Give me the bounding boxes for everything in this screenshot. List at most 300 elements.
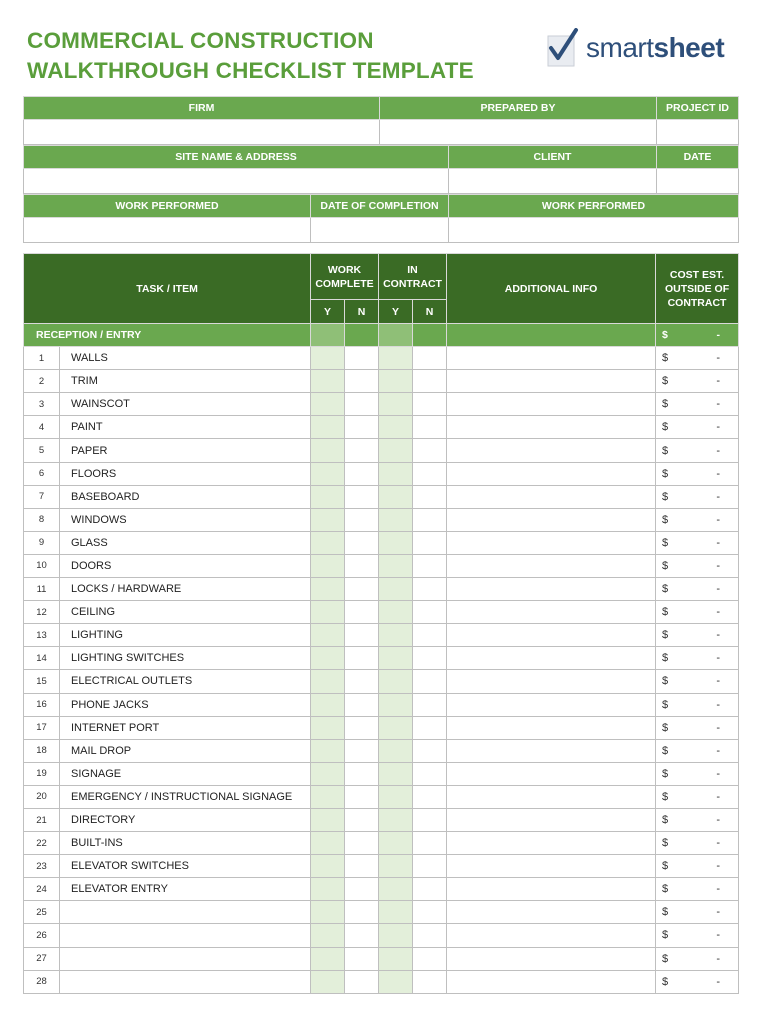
cost-value: -	[716, 606, 721, 619]
additional-info-cell[interactable]	[447, 970, 656, 993]
work-complete-no-cell[interactable]	[345, 855, 379, 878]
in-contract-yes-cell[interactable]	[379, 578, 413, 601]
additional-info-cell[interactable]	[447, 878, 656, 901]
row-number: 22	[24, 832, 60, 855]
checklist-row	[24, 855, 739, 878]
date-field[interactable]	[657, 169, 739, 194]
cost-value: -	[716, 744, 721, 757]
cost-estimate-cell[interactable]	[656, 578, 739, 601]
work-complete-yes-cell[interactable]	[311, 670, 345, 693]
in-contract-no-cell[interactable]	[413, 347, 447, 370]
in-contract-no-cell[interactable]	[413, 832, 447, 855]
in-contract-no-cell[interactable]	[413, 531, 447, 554]
additional-info-header: ADDITIONAL INFO	[447, 254, 656, 324]
cost-estimate-cell[interactable]	[656, 693, 739, 716]
currency-symbol: $	[662, 352, 669, 365]
task-item-cell[interactable]: LIGHTING SWITCHES	[60, 647, 311, 670]
additional-info-cell[interactable]	[447, 647, 656, 670]
task-item-cell[interactable]: LIGHTING	[60, 624, 311, 647]
work-complete-no-cell[interactable]	[345, 508, 379, 531]
task-item-cell[interactable]	[60, 924, 311, 947]
cost-estimate-cell[interactable]	[656, 485, 739, 508]
in-contract-no-cell[interactable]	[413, 693, 447, 716]
cost-value: -	[716, 398, 721, 411]
checklist-row	[24, 762, 739, 785]
cost-estimate-cell[interactable]	[656, 554, 739, 577]
currency-symbol: $	[662, 744, 669, 757]
in-contract-no-cell[interactable]	[413, 947, 447, 970]
row-number: 12	[24, 601, 60, 624]
work-complete-yes-cell[interactable]	[311, 393, 345, 416]
row-number: 8	[24, 508, 60, 531]
checklist-row	[24, 808, 739, 831]
task-item-cell[interactable]: INTERNET PORT	[60, 716, 311, 739]
currency-symbol: $	[662, 375, 669, 388]
work-complete-no-cell[interactable]	[345, 739, 379, 762]
row-number: 14	[24, 647, 60, 670]
in-contract-yes-cell[interactable]	[379, 416, 413, 439]
currency-symbol: $	[662, 629, 669, 642]
additional-info-cell[interactable]	[447, 485, 656, 508]
cost-estimate-cell[interactable]	[656, 901, 739, 924]
currency-symbol: $	[662, 467, 669, 480]
checklist-row	[24, 739, 739, 762]
in-contract-yes-cell[interactable]	[379, 624, 413, 647]
work-complete-yes-cell[interactable]	[311, 347, 345, 370]
checklist-row	[24, 531, 739, 554]
work-complete-yes-cell[interactable]	[311, 601, 345, 624]
additional-info-cell[interactable]	[447, 416, 656, 439]
work-complete-yes-cell[interactable]	[311, 832, 345, 855]
in-contract-no-cell[interactable]	[413, 901, 447, 924]
in-contract-no-cell[interactable]	[413, 878, 447, 901]
in-contract-no-cell[interactable]	[413, 855, 447, 878]
in-contract-yes-cell[interactable]	[379, 670, 413, 693]
task-item-cell[interactable]: DOORS	[60, 554, 311, 577]
work-complete-yes-cell[interactable]	[311, 808, 345, 831]
row-number: 3	[24, 393, 60, 416]
task-item-cell[interactable]: DIRECTORY	[60, 808, 311, 831]
task-item-cell[interactable]: CEILING	[60, 601, 311, 624]
checklist-row	[24, 554, 739, 577]
work-complete-yes-cell[interactable]	[311, 370, 345, 393]
work-complete-yes-cell[interactable]	[311, 647, 345, 670]
in-contract-yes-cell[interactable]	[379, 693, 413, 716]
cost-value: -	[716, 906, 721, 919]
in-contract-yes-cell[interactable]	[379, 785, 413, 808]
additional-info-cell[interactable]	[447, 716, 656, 739]
in-contract-no-cell[interactable]	[413, 785, 447, 808]
client-field[interactable]	[449, 169, 657, 194]
additional-info-cell[interactable]	[447, 601, 656, 624]
work-complete-no-cell[interactable]	[345, 808, 379, 831]
cost-value: -	[716, 583, 721, 596]
work-complete-no-cell[interactable]	[345, 970, 379, 993]
additional-info-cell[interactable]	[447, 924, 656, 947]
task-item-cell[interactable]: GLASS	[60, 531, 311, 554]
cost-estimate-cell[interactable]	[656, 670, 739, 693]
cost-estimate-cell[interactable]	[656, 762, 739, 785]
cost-estimate-cell[interactable]	[656, 439, 739, 462]
in-contract-yes-cell[interactable]	[379, 647, 413, 670]
task-item-cell[interactable]: PAPER	[60, 439, 311, 462]
work-complete-no-cell[interactable]	[345, 439, 379, 462]
in-contract-no-cell[interactable]	[413, 462, 447, 485]
row-number: 27	[24, 947, 60, 970]
additional-info-cell[interactable]	[447, 508, 656, 531]
cost-estimate-cell[interactable]	[656, 808, 739, 831]
row-number: 2	[24, 370, 60, 393]
checklist-row	[24, 578, 739, 601]
work-complete-no-header: N	[345, 300, 379, 324]
in-contract-no-cell[interactable]	[413, 647, 447, 670]
in-contract-yes-cell[interactable]	[379, 970, 413, 993]
site-field[interactable]	[24, 169, 449, 194]
prepared-by-field[interactable]	[380, 120, 657, 145]
title-line-1: COMMERCIAL CONSTRUCTION	[27, 28, 374, 53]
project-id-field[interactable]	[657, 120, 739, 145]
cost-value: -	[716, 559, 721, 572]
in-contract-no-cell[interactable]	[413, 739, 447, 762]
additional-info-cell[interactable]	[447, 670, 656, 693]
work-complete-yes-cell[interactable]	[311, 762, 345, 785]
date-of-completion-header: DATE OF COMPLETION	[311, 195, 449, 218]
checklist-row	[24, 370, 739, 393]
work-complete-yes-cell[interactable]	[311, 739, 345, 762]
work-complete-no-cell[interactable]	[345, 647, 379, 670]
additional-info-cell[interactable]	[447, 462, 656, 485]
additional-info-cell[interactable]	[447, 439, 656, 462]
in-contract-no-header: N	[413, 300, 447, 324]
cost-estimate-cell[interactable]	[656, 947, 739, 970]
currency-symbol: $	[662, 536, 669, 549]
in-contract-yes-cell[interactable]	[379, 901, 413, 924]
currency-symbol: $	[662, 860, 669, 873]
row-number: 6	[24, 462, 60, 485]
cost-value: -	[716, 698, 721, 711]
work-complete-no-cell[interactable]	[345, 531, 379, 554]
additional-info-cell[interactable]	[447, 531, 656, 554]
additional-info-cell[interactable]	[447, 808, 656, 831]
task-item-cell[interactable]: ELEVATOR ENTRY	[60, 878, 311, 901]
task-item-cell[interactable]: ELECTRICAL OUTLETS	[60, 670, 311, 693]
work-complete-no-cell[interactable]	[345, 762, 379, 785]
work-complete-no-cell[interactable]	[345, 716, 379, 739]
additional-info-cell[interactable]	[447, 693, 656, 716]
checklist-rows	[24, 347, 739, 994]
row-number: 5	[24, 439, 60, 462]
currency-symbol: $	[662, 837, 669, 850]
checklist-row	[24, 670, 739, 693]
work-complete-no-cell[interactable]	[345, 554, 379, 577]
row-number: 26	[24, 924, 60, 947]
additional-info-cell[interactable]	[447, 578, 656, 601]
cost-estimate-cell[interactable]	[656, 624, 739, 647]
cost-estimate-cell[interactable]	[656, 416, 739, 439]
task-item-cell[interactable]: WINDOWS	[60, 508, 311, 531]
in-contract-no-cell[interactable]	[413, 670, 447, 693]
work-performed-field-2[interactable]	[449, 218, 739, 243]
work-complete-yes-cell[interactable]	[311, 878, 345, 901]
work-complete-no-cell[interactable]	[345, 347, 379, 370]
work-complete-yes-cell[interactable]	[311, 508, 345, 531]
task-item-cell[interactable]: WAINSCOT	[60, 393, 311, 416]
currency-symbol: $	[662, 513, 669, 526]
cost-value: -	[716, 883, 721, 896]
cost-estimate-cell[interactable]	[656, 970, 739, 993]
currency-symbol: $	[662, 883, 669, 896]
work-complete-no-cell[interactable]	[345, 485, 379, 508]
currency-symbol: $	[662, 929, 669, 942]
in-contract-no-cell[interactable]	[413, 439, 447, 462]
in-contract-no-cell[interactable]	[413, 808, 447, 831]
in-contract-yes-cell[interactable]	[379, 924, 413, 947]
in-contract-yes-cell[interactable]	[379, 808, 413, 831]
work-complete-yes-cell[interactable]	[311, 785, 345, 808]
task-item-cell[interactable]: BUILT-INS	[60, 832, 311, 855]
cost-value: -	[716, 721, 721, 734]
currency-symbol: $	[662, 698, 669, 711]
section-row	[24, 324, 739, 347]
work-complete-yes-cell[interactable]	[311, 554, 345, 577]
work-complete-no-cell[interactable]	[345, 947, 379, 970]
firm-header: FIRM	[24, 97, 380, 120]
in-contract-no-cell[interactable]	[413, 762, 447, 785]
cost-value: -	[716, 837, 721, 850]
work-complete-no-cell[interactable]	[345, 416, 379, 439]
checklist-row	[24, 832, 739, 855]
work-complete-yes-cell[interactable]	[311, 970, 345, 993]
in-contract-yes-cell[interactable]	[379, 739, 413, 762]
cost-estimate-cell[interactable]	[656, 924, 739, 947]
cost-estimate-cell[interactable]	[656, 878, 739, 901]
cost-estimate-cell[interactable]	[656, 370, 739, 393]
additional-info-cell[interactable]	[447, 832, 656, 855]
work-complete-yes-cell[interactable]	[311, 693, 345, 716]
additional-info-cell[interactable]	[447, 947, 656, 970]
work-complete-no-cell[interactable]	[345, 670, 379, 693]
task-item-cell[interactable]: SIGNAGE	[60, 762, 311, 785]
cost-value: -	[716, 352, 721, 365]
cost-value: -	[716, 929, 721, 942]
cost-estimate-cell[interactable]	[656, 785, 739, 808]
in-contract-no-cell[interactable]	[413, 370, 447, 393]
additional-info-cell[interactable]	[447, 855, 656, 878]
work-complete-no-cell[interactable]	[345, 785, 379, 808]
task-item-cell[interactable]: WALLS	[60, 347, 311, 370]
task-item-cell[interactable]: FLOORS	[60, 462, 311, 485]
cost-estimate-cell[interactable]	[656, 739, 739, 762]
work-complete-no-cell[interactable]	[345, 693, 379, 716]
in-contract-yes-cell[interactable]	[379, 393, 413, 416]
firm-field[interactable]	[24, 120, 380, 145]
date-of-completion-field[interactable]	[311, 218, 449, 243]
work-performed-header-2: WORK PERFORMED	[449, 195, 739, 218]
checklist-row	[24, 970, 739, 993]
checklist-row	[24, 947, 739, 970]
additional-info-cell[interactable]	[447, 624, 656, 647]
additional-info-cell[interactable]	[447, 901, 656, 924]
task-item-cell[interactable]: TRIM	[60, 370, 311, 393]
in-contract-no-cell[interactable]	[413, 508, 447, 531]
task-item-cell[interactable]: ELEVATOR SWITCHES	[60, 855, 311, 878]
work-performed-field-1[interactable]	[24, 218, 311, 243]
in-contract-header: IN CONTRACT	[379, 254, 447, 300]
checklist-row	[24, 393, 739, 416]
cost-value: -	[716, 629, 721, 642]
additional-info-cell[interactable]	[447, 554, 656, 577]
in-contract-yes-cell[interactable]	[379, 878, 413, 901]
task-item-cell[interactable]: PAINT	[60, 416, 311, 439]
in-contract-no-cell[interactable]	[413, 393, 447, 416]
in-contract-no-cell[interactable]	[413, 716, 447, 739]
in-contract-yes-cell[interactable]	[379, 762, 413, 785]
currency-symbol: $	[662, 490, 669, 503]
checklist-row	[24, 485, 739, 508]
checklist-row	[24, 462, 739, 485]
work-complete-yes-cell[interactable]	[311, 947, 345, 970]
in-contract-no-cell[interactable]	[413, 485, 447, 508]
row-number: 4	[24, 416, 60, 439]
in-contract-yes-cell[interactable]	[379, 370, 413, 393]
work-complete-yes-cell[interactable]	[311, 439, 345, 462]
cost-estimate-cell[interactable]	[656, 531, 739, 554]
cost-estimate-cell[interactable]	[656, 508, 739, 531]
in-contract-yes-cell[interactable]	[379, 508, 413, 531]
in-contract-yes-cell[interactable]	[379, 347, 413, 370]
work-complete-yes-cell[interactable]	[311, 624, 345, 647]
cost-value: -	[716, 444, 721, 457]
currency-symbol: $	[662, 975, 669, 988]
row-number: 9	[24, 531, 60, 554]
work-complete-no-cell[interactable]	[345, 370, 379, 393]
work-complete-no-cell[interactable]	[345, 462, 379, 485]
work-complete-no-cell[interactable]	[345, 878, 379, 901]
cost-estimate-cell[interactable]	[656, 832, 739, 855]
work-complete-yes-cell[interactable]	[311, 578, 345, 601]
in-contract-yes-cell[interactable]	[379, 554, 413, 577]
task-item-cell[interactable]: MAIL DROP	[60, 739, 311, 762]
work-complete-yes-cell[interactable]	[311, 855, 345, 878]
checklist-row	[24, 508, 739, 531]
work-complete-no-cell[interactable]	[345, 624, 379, 647]
task-item-cell[interactable]: LOCKS / HARDWARE	[60, 578, 311, 601]
row-number: 20	[24, 785, 60, 808]
task-item-cell[interactable]	[60, 970, 311, 993]
work-complete-yes-cell[interactable]	[311, 416, 345, 439]
project-id-header: PROJECT ID	[657, 97, 739, 120]
additional-info-cell[interactable]	[447, 370, 656, 393]
cost-value: -	[716, 536, 721, 549]
section-label: RECEPTION / ENTRY	[24, 324, 311, 347]
task-item-cell[interactable]: BASEBOARD	[60, 485, 311, 508]
currency-symbol: $	[662, 444, 669, 457]
additional-info-cell[interactable]	[447, 393, 656, 416]
in-contract-yes-cell[interactable]	[379, 485, 413, 508]
in-contract-no-cell[interactable]	[413, 970, 447, 993]
work-complete-yes-cell[interactable]	[311, 716, 345, 739]
cost-estimate-cell[interactable]	[656, 462, 739, 485]
cost-estimate-cell[interactable]	[656, 347, 739, 370]
work-complete-no-cell[interactable]	[345, 901, 379, 924]
work-complete-yes-cell[interactable]	[311, 485, 345, 508]
in-contract-no-cell[interactable]	[413, 578, 447, 601]
task-item-cell[interactable]	[60, 901, 311, 924]
title-line-2: WALKTHROUGH CHECKLIST TEMPLATE	[27, 58, 474, 83]
work-complete-no-cell[interactable]	[345, 924, 379, 947]
in-contract-no-cell[interactable]	[413, 624, 447, 647]
in-contract-yes-cell[interactable]	[379, 601, 413, 624]
in-contract-yes-cell[interactable]	[379, 439, 413, 462]
cost-value: -	[716, 490, 721, 503]
task-item-cell[interactable]	[60, 947, 311, 970]
cost-value: -	[716, 952, 721, 965]
work-complete-no-cell[interactable]	[345, 393, 379, 416]
row-number: 1	[24, 347, 60, 370]
work-complete-no-cell[interactable]	[345, 578, 379, 601]
cost-value: -	[716, 375, 721, 388]
additional-info-cell[interactable]	[447, 785, 656, 808]
in-contract-yes-cell[interactable]	[379, 462, 413, 485]
in-contract-no-cell[interactable]	[413, 924, 447, 947]
work-complete-no-cell[interactable]	[345, 832, 379, 855]
additional-info-cell[interactable]	[447, 762, 656, 785]
work-complete-yes-cell[interactable]	[311, 924, 345, 947]
in-contract-yes-cell[interactable]	[379, 716, 413, 739]
work-complete-yes-cell[interactable]	[311, 462, 345, 485]
row-number: 19	[24, 762, 60, 785]
in-contract-yes-cell[interactable]	[379, 947, 413, 970]
smartsheet-logo	[546, 26, 746, 70]
info-section	[23, 96, 738, 243]
cost-estimate-cell[interactable]	[656, 601, 739, 624]
in-contract-no-cell[interactable]	[413, 554, 447, 577]
site-header: SITE NAME & ADDRESS	[24, 146, 449, 169]
work-complete-no-cell[interactable]	[345, 601, 379, 624]
row-number: 16	[24, 693, 60, 716]
currency-symbol: $	[662, 421, 669, 434]
row-number: 10	[24, 554, 60, 577]
work-complete-yes-cell[interactable]	[311, 531, 345, 554]
checklist-row	[24, 693, 739, 716]
additional-info-cell[interactable]	[447, 739, 656, 762]
cost-value: -	[716, 421, 721, 434]
cost-estimate-cell[interactable]	[656, 393, 739, 416]
row-number: 11	[24, 578, 60, 601]
row-number: 25	[24, 901, 60, 924]
in-contract-yes-cell[interactable]	[379, 855, 413, 878]
row-number: 13	[24, 624, 60, 647]
row-number: 24	[24, 878, 60, 901]
cost-estimate-cell[interactable]	[656, 716, 739, 739]
work-complete-yes-cell[interactable]	[311, 901, 345, 924]
cost-value: -	[716, 975, 721, 988]
cost-estimate-cell[interactable]	[656, 855, 739, 878]
currency-symbol: $	[662, 675, 669, 688]
additional-info-cell[interactable]	[447, 347, 656, 370]
checklist-row	[24, 716, 739, 739]
in-contract-yes-cell[interactable]	[379, 832, 413, 855]
in-contract-no-cell[interactable]	[413, 601, 447, 624]
section-cost: $ -	[656, 324, 739, 347]
task-item-cell[interactable]: EMERGENCY / INSTRUCTIONAL SIGNAGE	[60, 785, 311, 808]
in-contract-no-cell[interactable]	[413, 416, 447, 439]
in-contract-yes-cell[interactable]	[379, 531, 413, 554]
in-contract-yes-header: Y	[379, 300, 413, 324]
row-number: 28	[24, 970, 60, 993]
cost-estimate-cell[interactable]	[656, 647, 739, 670]
task-item-cell[interactable]: PHONE JACKS	[60, 693, 311, 716]
